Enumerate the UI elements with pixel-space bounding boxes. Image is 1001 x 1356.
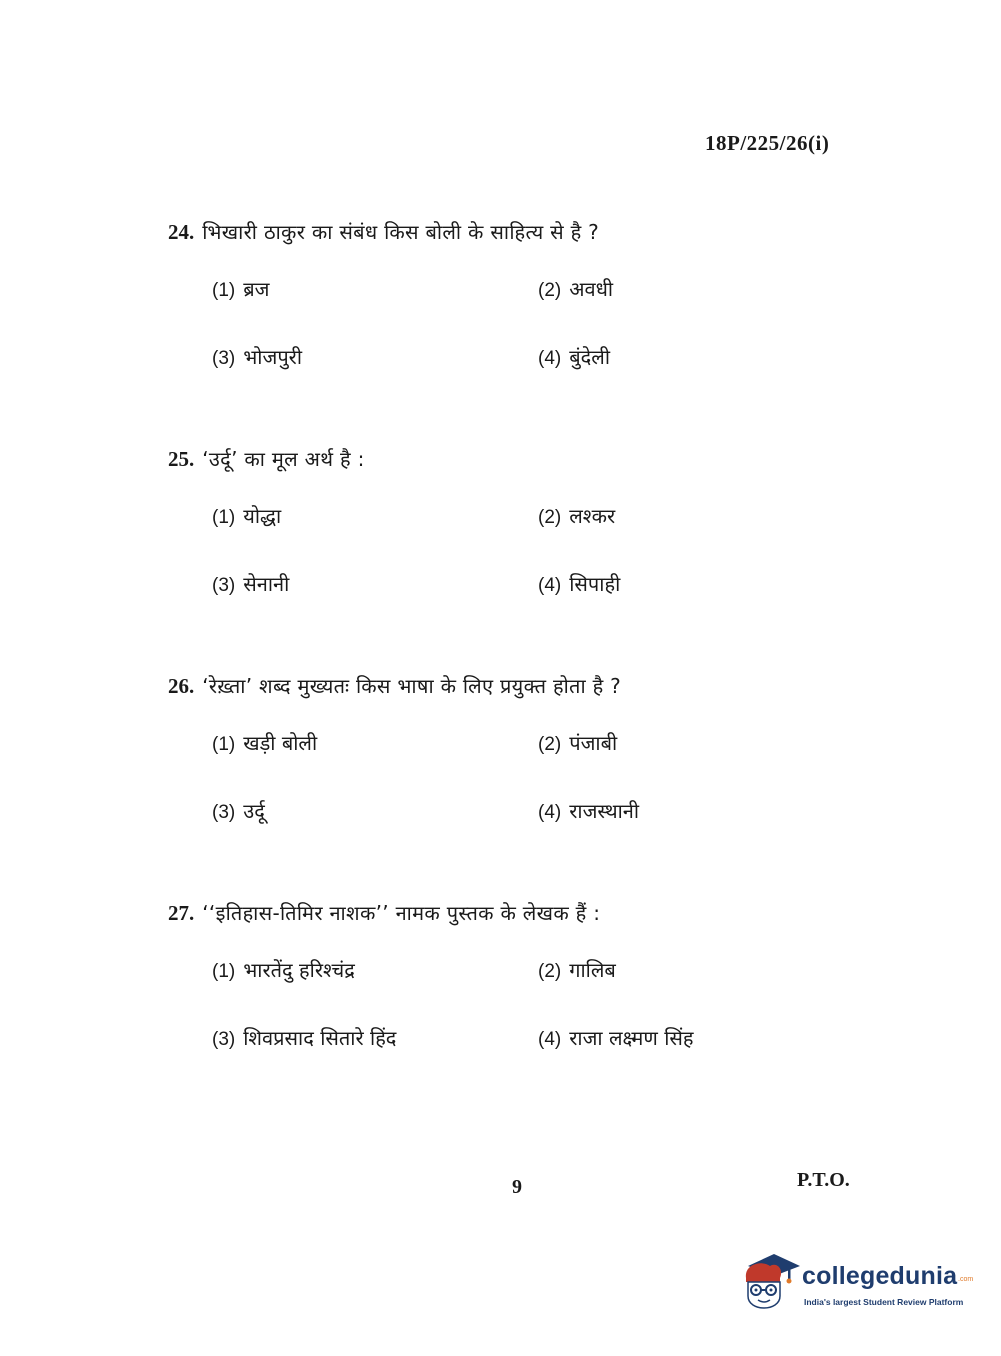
option-number: (1) bbox=[212, 280, 236, 301]
question-number: 27. bbox=[168, 901, 195, 925]
pto-label: P.T.O. bbox=[797, 1169, 850, 1191]
option-number: (2) bbox=[538, 507, 562, 528]
paper-code: 18P/225/26(i) bbox=[705, 131, 830, 155]
option-text: राजस्थानी bbox=[569, 799, 640, 823]
option-1 bbox=[212, 729, 317, 756]
option-text: सेनानी bbox=[243, 572, 290, 596]
option-2 bbox=[538, 729, 617, 756]
page-number: 9 bbox=[512, 1176, 522, 1198]
question-text: ‘उर्दू’ का मूल अर्थ है : bbox=[202, 447, 365, 471]
option-text: ब्रज bbox=[243, 277, 270, 301]
option-number: (3) bbox=[212, 575, 236, 596]
option-number: (2) bbox=[538, 280, 562, 301]
option-number: (1) bbox=[212, 507, 236, 528]
option-number: (3) bbox=[212, 348, 236, 369]
option-4 bbox=[538, 570, 620, 597]
option-number: (1) bbox=[212, 734, 236, 755]
question-number: 25. bbox=[168, 447, 195, 471]
option-3 bbox=[212, 570, 289, 597]
option-text: गालिब bbox=[569, 958, 616, 982]
question-line bbox=[168, 445, 365, 472]
mascot-icon bbox=[740, 1248, 800, 1310]
option-text: भारतेंदु हरिश्चंद्र bbox=[243, 958, 355, 982]
question-number: 24. bbox=[168, 220, 195, 244]
question-text: भिखारी ठाकुर का संबंध किस बोली के साहित्य से है ? bbox=[202, 220, 600, 244]
option-4 bbox=[538, 343, 610, 370]
option-4 bbox=[538, 1024, 694, 1051]
option-text: शिवप्रसाद सितारे हिंद bbox=[243, 1026, 397, 1050]
option-number: (4) bbox=[538, 1029, 562, 1050]
option-3 bbox=[212, 343, 302, 370]
question-line bbox=[168, 899, 600, 926]
option-text: योद्धा bbox=[243, 504, 282, 528]
logo-com: .com bbox=[958, 1276, 974, 1283]
option-number: (2) bbox=[538, 961, 562, 982]
question-number: 26. bbox=[168, 674, 195, 698]
question-text: ‘‘इतिहास-तिमिर नाशक’’ नामक पुस्तक के लेखक हैं : bbox=[202, 901, 601, 925]
option-text: लश्कर bbox=[569, 504, 616, 528]
option-number: (4) bbox=[538, 802, 562, 823]
question-text: ‘रेख़्ता’ शब्द मुख्यतः किस भाषा के लिए प्रयुक्त होता है ? bbox=[202, 674, 622, 698]
option-text: भोजपुरी bbox=[243, 345, 303, 369]
option-text: पंजाबी bbox=[569, 731, 618, 755]
option-2 bbox=[538, 275, 613, 302]
option-number: (3) bbox=[212, 1029, 236, 1050]
option-3 bbox=[212, 1024, 396, 1051]
option-number: (1) bbox=[212, 961, 236, 982]
option-number: (2) bbox=[538, 734, 562, 755]
option-2 bbox=[538, 956, 616, 983]
option-text: राजा लक्ष्मण सिंह bbox=[569, 1026, 694, 1050]
question-line bbox=[168, 672, 621, 699]
option-text: अवधी bbox=[569, 277, 614, 301]
option-text: सिपाही bbox=[569, 572, 621, 596]
collegedunia-logo bbox=[740, 1248, 974, 1314]
option-2 bbox=[538, 502, 615, 529]
option-number: (4) bbox=[538, 575, 562, 596]
option-1 bbox=[212, 502, 281, 529]
logo-tagline: India's largest Student Review Platform bbox=[804, 1297, 964, 1307]
option-text: खड़ी बोली bbox=[243, 731, 318, 755]
question-line bbox=[168, 218, 599, 245]
option-4 bbox=[538, 797, 639, 824]
option-number: (3) bbox=[212, 802, 236, 823]
option-text: उर्दू bbox=[243, 799, 265, 823]
option-text: बुंदेली bbox=[569, 345, 611, 369]
option-number: (4) bbox=[538, 348, 562, 369]
option-1 bbox=[212, 275, 270, 302]
option-3 bbox=[212, 797, 265, 824]
logo-wordmark: collegedunia bbox=[802, 1262, 958, 1290]
option-1 bbox=[212, 956, 355, 983]
